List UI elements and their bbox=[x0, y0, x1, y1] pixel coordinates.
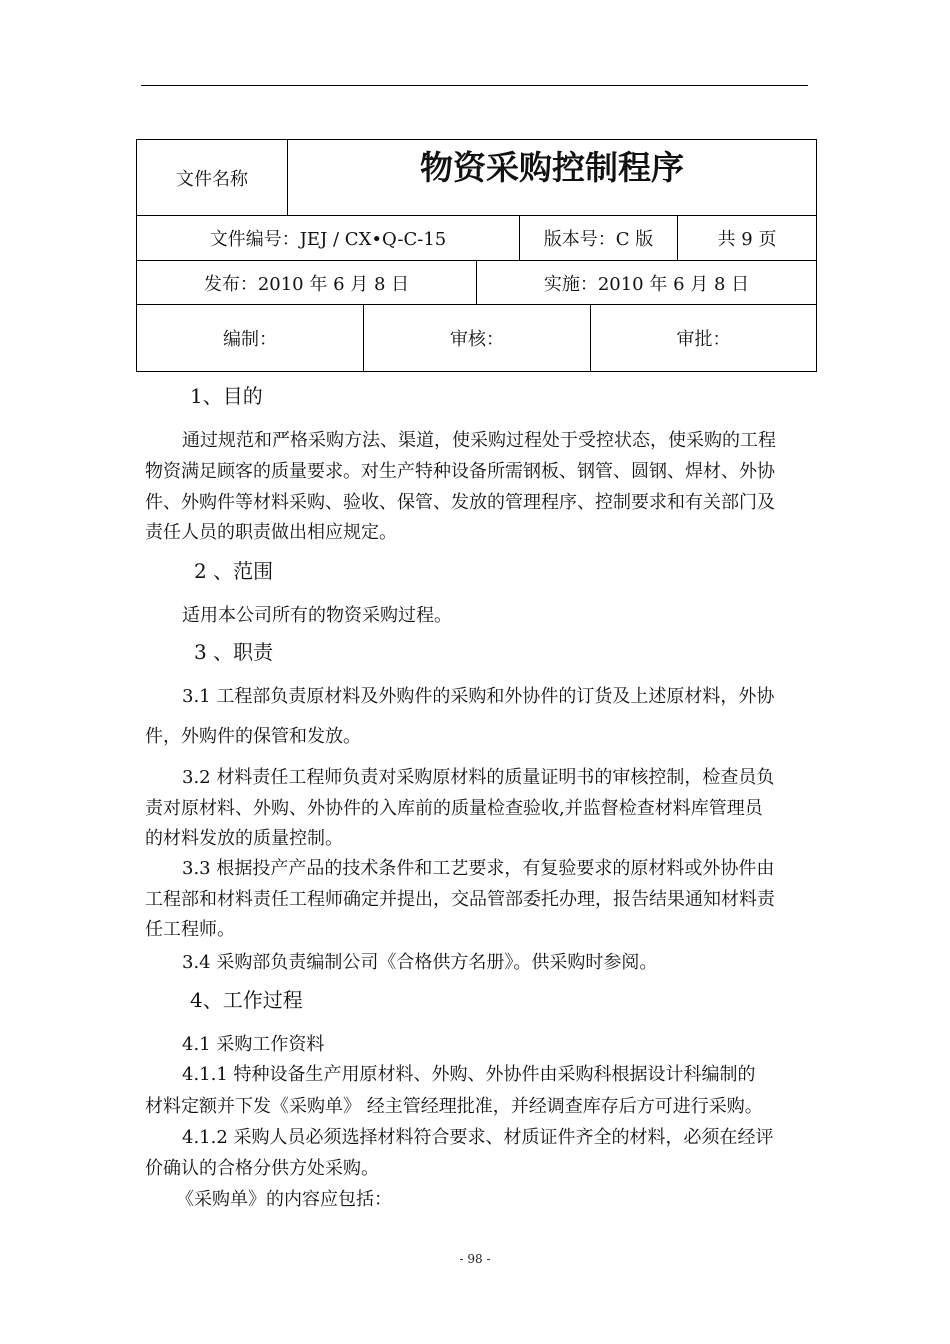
review-label: 审核： bbox=[363, 305, 590, 371]
page-number: - 98 - bbox=[459, 1252, 491, 1266]
s3-4-line: 3.4 采购部负责编制公司《合格供方名册》。供采购时参阅。 bbox=[182, 952, 658, 973]
s4-1-2-line: 价确认的合格分供方处采购。 bbox=[145, 1158, 379, 1179]
section-4-heading: 4、工作过程 bbox=[190, 988, 303, 1012]
section-2-heading: 2 、范围 bbox=[194, 559, 274, 583]
section-1-heading: 1、目的 bbox=[190, 384, 263, 408]
s1-line: 件、外购件等材料采购、验收、保管、发放的管理程序、控制要求和有关部门及 bbox=[145, 492, 775, 513]
s4-1-line: 4.1 采购工作资料 bbox=[182, 1034, 325, 1055]
page-count: 共 9 页 bbox=[677, 216, 816, 260]
document-title: 物资采购控制程序 bbox=[287, 140, 816, 215]
approve-label: 审批： bbox=[590, 305, 816, 371]
title-row bbox=[137, 140, 816, 216]
s3-1-line: 件，外购件的保管和发放。 bbox=[145, 726, 361, 747]
s3-3-line: 3.3 根据投产产品的技术条件和工艺要求，有复验要求的原材料或外协件由 bbox=[182, 858, 775, 879]
s3-2-line: 责对原材料、外购、外协件的入库前的质量检查验收,并监督检查材料库管理员 bbox=[145, 798, 763, 819]
s3-1-line: 3.1 工程部负责原材料及外购件的采购和外协件的订货及上述原材料，外协 bbox=[182, 686, 775, 707]
file-number-row bbox=[137, 216, 816, 261]
s3-2-line: 3.2 材料责任工程师负责对采购原材料的质量证明书的审核控制，检查员负 bbox=[182, 767, 775, 788]
implement-date: 实施：2010 年 6 月 8 日 bbox=[476, 261, 816, 304]
s3-3-line: 工程部和材料责任工程师确定并提出，交品管部委托办理，报告结果通知材料责 bbox=[145, 889, 775, 910]
s3-3-line: 任工程师。 bbox=[145, 919, 235, 940]
file-name-label: 文件名称 bbox=[176, 168, 248, 190]
compile-label: 编制： bbox=[223, 329, 277, 350]
s4-1-1-line: 材料定额并下发《采购单》 经主管经理批准，并经调查库存后方可进行采购。 bbox=[145, 1096, 763, 1117]
file-number: 文件编号：JEJ / CX•Q-C-15 bbox=[209, 229, 447, 250]
s3-2-line: 的材料发放的质量控制。 bbox=[145, 828, 343, 849]
s4-note: 《采购单》的内容应包括： bbox=[176, 1189, 392, 1210]
document-info-table bbox=[136, 139, 817, 372]
signature-row bbox=[137, 305, 816, 371]
header-rule bbox=[141, 85, 808, 86]
s4-1-2-line: 4.1.2 采购人员必须选择材料符合要求、材质证件齐全的材料，必须在经评 bbox=[182, 1127, 774, 1148]
s4-1-1-line: 4.1.1 特种设备生产用原材料、外购、外协件由采购科根据设计科编制的 bbox=[182, 1064, 756, 1085]
s1-line: 通过规范和严格采购方法、渠道，使采购过程处于受控状态，使采购的工程 bbox=[182, 430, 776, 451]
s1-line: 物资满足顾客的质量要求。对生产特种设备所需钢板、钢管、圆钢、焊材、外协 bbox=[145, 461, 775, 482]
publish-date: 发布：2010 年 6 月 8 日 bbox=[203, 273, 410, 295]
version: 版本号：C 版 bbox=[519, 216, 677, 260]
s2-text: 适用本公司所有的物资采购过程。 bbox=[182, 605, 452, 626]
s1-line: 责任人员的职责做出相应规定。 bbox=[145, 522, 397, 543]
section-3-heading: 3 、职责 bbox=[194, 640, 274, 664]
date-row bbox=[137, 261, 816, 305]
